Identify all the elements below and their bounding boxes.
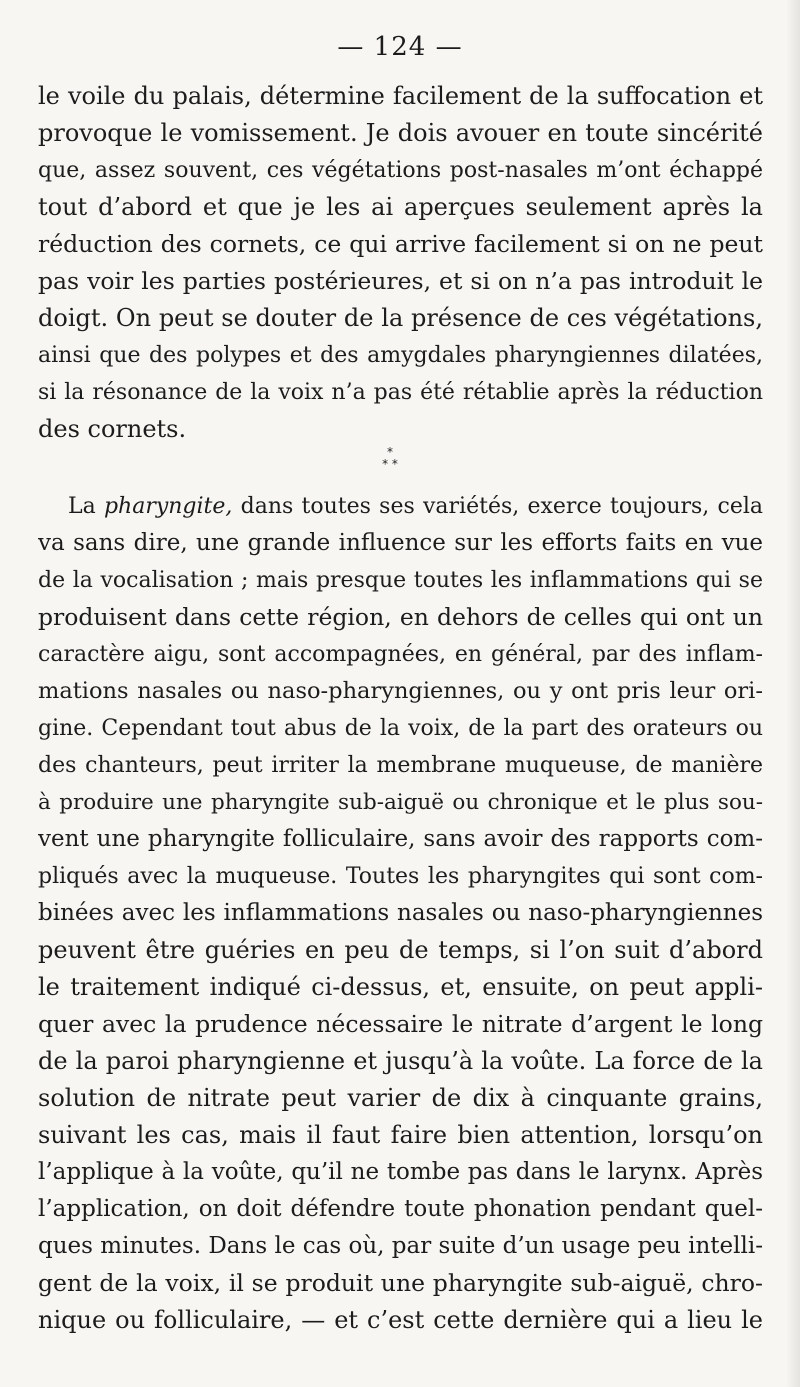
text-line: mations nasales ou naso-pharyngiennes, ou y ont pris leur ori-: [38, 678, 763, 704]
paragraph-1: [38, 78, 763, 448]
text-line: doigt. On peut se douter de la présence de ces végétations,: [38, 304, 763, 332]
text-line: peuvent être guéries en peu de temps, si l’on suit d’abord: [38, 936, 763, 964]
text-line: nique ou folliculaire, — et c’est cette dernière qui a lieu le: [38, 1306, 763, 1334]
text-line: provoque le vomissement. Je dois avouer en toute sincérité: [38, 119, 763, 147]
text-line: réduction des cornets, ce qui arrive facilement si on ne peut: [38, 230, 763, 258]
text-line: de la vocalisation ; mais presque toutes les inflammations qui se: [38, 568, 763, 593]
text-line: pas voir les parties postérieures, et si on n’a pas introduit le: [38, 267, 763, 295]
text-line: suivant les cas, mais il faut faire bien attention, lorsqu’on: [38, 1121, 763, 1149]
text-line: que, assez souvent, ces végétations post-nasales m’ont échappé: [38, 158, 763, 183]
text-line: le voile du palais, détermine facilement de la suffocation et: [38, 82, 763, 110]
text-line: tout d’abord et que je les ai aperçues seulement après la: [38, 193, 763, 221]
paragraph-2: [38, 488, 763, 1339]
text-line: si la résonance de la voix n’a pas été rétablie après la réduction: [38, 380, 763, 405]
text-line: binées avec les inflammations nasales ou naso-pharyngiennes: [38, 900, 763, 926]
separator-asterisks-bottom: * *: [382, 457, 398, 471]
text-line: produisent dans cette région, en dehors de celles qui ont un: [38, 603, 763, 631]
text-line: gent de la voix, il se produit une pharyngite sub-aiguë, chro-: [38, 1269, 763, 1297]
text-line: caractère aigu, sont accompagnées, en général, par des inflam-: [38, 642, 763, 667]
separator-asterisk-top: *: [387, 445, 393, 459]
page-number: — 124 —: [337, 32, 463, 62]
text-line: va sans dire, une grande influence sur les efforts faits en vue: [38, 530, 763, 556]
line-end: dans toutes ses variétés, exerce toujours, cela: [232, 494, 763, 519]
text-line: à produire une pharyngite sub-aiguë ou chronique et le plus sou-: [38, 790, 763, 815]
text-line: l’applique à la voûte, qu’il ne tombe pas dans le larynx. Après: [38, 1159, 763, 1185]
line-start: La: [68, 494, 104, 519]
text-line: l’application, on doit défendre toute phonation pendant quel-: [38, 1196, 763, 1222]
text-line: des chanteurs, peut irriter la membrane muqueuse, de manière: [38, 753, 763, 778]
section-separator: [370, 446, 410, 476]
text-line: le traitement indiqué ci-dessus, et, ensuite, on peut appli-: [38, 973, 763, 1001]
text-line: ques minutes. Dans le cas où, par suite d’un usage peu intelli-: [38, 1233, 763, 1259]
text-line: gine. Cependant tout abus de la voix, de la part des orateurs ou: [38, 716, 763, 741]
text-line: quer avec la prudence nécessaire le nitrate d’argent le long: [38, 1010, 763, 1038]
text-line: solution de nitrate peut varier de dix à cinquante grains,: [38, 1084, 763, 1112]
italic-term: pharyngite,: [103, 494, 233, 519]
text-line: pliqués avec la muqueuse. Toutes les pharyngites qui sont com-: [38, 864, 763, 889]
text-line: vent une pharyngite folliculaire, sans avoir des rapports com-: [38, 826, 763, 852]
text-line: des cornets.: [38, 415, 187, 443]
text-line: ainsi que des polypes et des amygdales pharyngiennes dilatées,: [38, 343, 763, 368]
text-line: de la paroi pharyngienne et jusqu’à la voûte. La force de la: [38, 1047, 763, 1075]
scan-edge-shadow: [786, 0, 800, 1387]
text-line-first: [38, 488, 763, 525]
